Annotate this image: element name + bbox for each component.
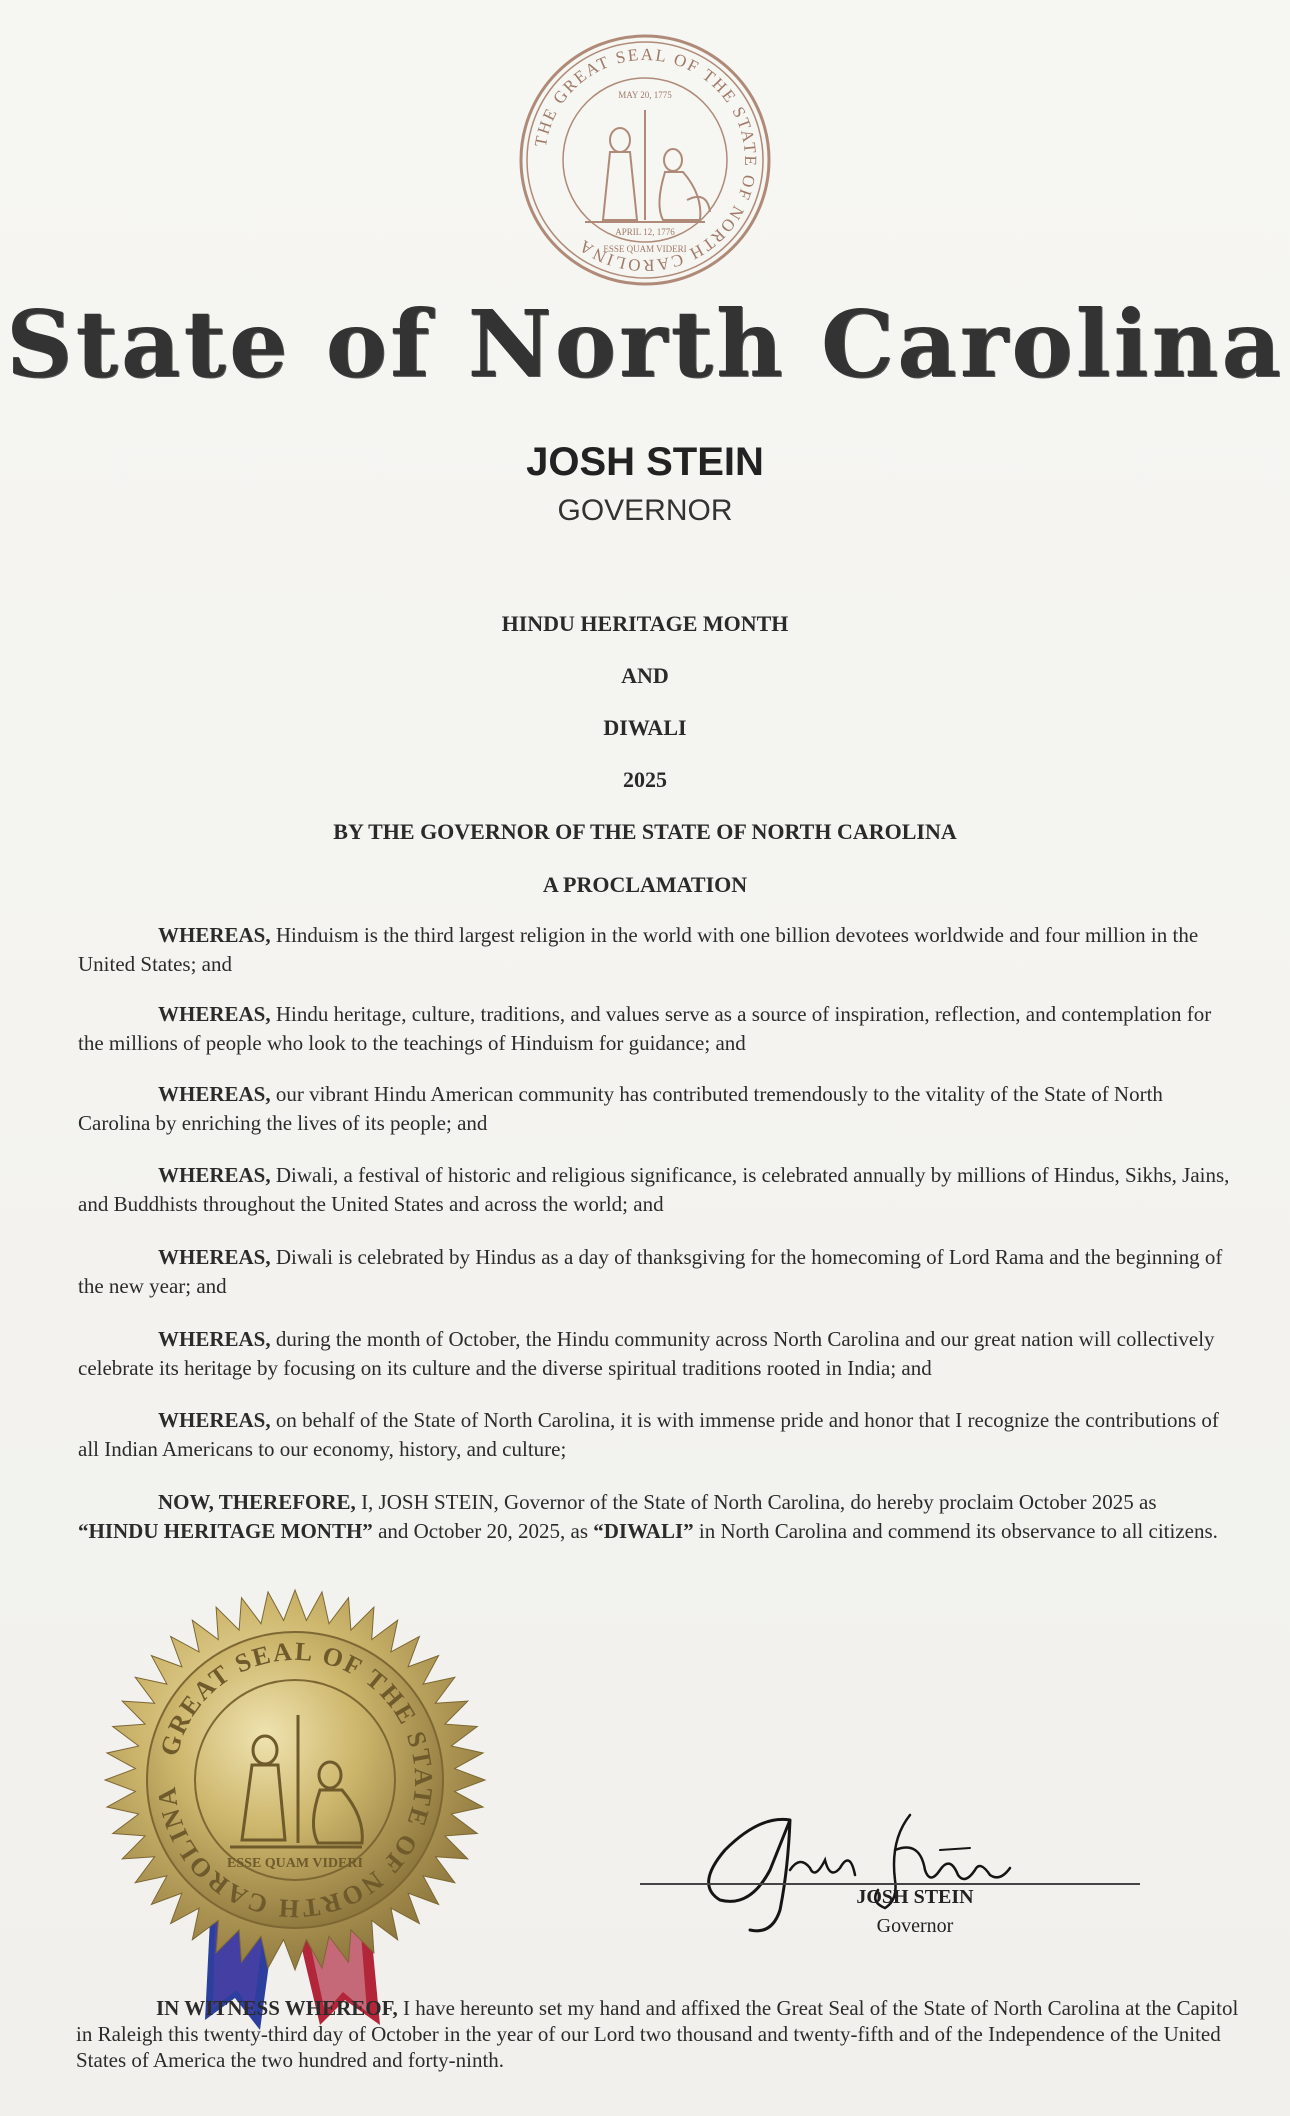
whereas-paragraph: WHEREAS, on behalf of the State of North Carolina, it is with immense pride and honor that I recognize the contributions of all Indian Americans to our economy, history, and culture; <box>78 1408 1219 1461</box>
signatory-title: Governor <box>876 1915 954 1937</box>
now-therefore-paragraph: NOW, THEREFORE, I, JOSH STEIN, Governor of the State of North Carolina, do hereby proclaim October 2025 as “HINDU HERITAGE MONTH” and October 20, 2025, as “DIWALI” in North Carolina and commend its observance to all citizens. <box>78 1490 1218 1543</box>
signatory-name: JOSH STEIN <box>856 1886 974 1908</box>
great-seal-emblem <box>515 30 775 290</box>
heading-proclamation: A PROCLAMATION <box>542 872 748 897</box>
gold-embossed-seal <box>100 1585 490 1975</box>
heading-hindu-heritage-month: HINDU HERITAGE MONTH <box>501 611 789 636</box>
governor-name: JOSH STEIN <box>526 440 764 484</box>
heading-year: 2025 <box>623 767 667 792</box>
seal-date-bottom: APRIL 12, 1776 <box>615 227 675 237</box>
in-witness-paragraph: IN WITNESS WHEREOF, I have hereunto set my hand and affixed the Great Seal of the State of North Carolina at the Capitol in Raleigh this twenty-third day of October in the year of our Lord two thousand and twenty-fifth and of the Independence of the United States of America the two hundred and forty-ninth. <box>76 1996 1239 2072</box>
whereas-paragraph: WHEREAS, Diwali is celebrated by Hindus as a day of thanksgiving for the homecoming of Lord Rama and the beginning of the new year; and <box>78 1245 1223 1298</box>
governor-title: GOVERNOR <box>557 494 733 527</box>
whereas-paragraph: WHEREAS, during the month of October, the Hindu community across North Carolina and our great nation will collectively celebrate its heritage by focusing on its culture and the diverse spiritual traditions rooted in India; and <box>78 1327 1215 1380</box>
heading-and: AND <box>621 663 669 688</box>
whereas-paragraph: WHEREAS, Hinduism is the third largest religion in the world with one billion devotees worldwide and four million in the United States; and <box>78 923 1199 976</box>
whereas-paragraph: WHEREAS, Hindu heritage, culture, traditions, and values serve as a source of inspiration, reflection, and contemplation for the millions of people who look to the teachings of Hinduism for guidance; and <box>78 1002 1212 1055</box>
signature-line <box>640 1883 1140 1885</box>
gold-seal-motto: ESSE QUAM VIDERI <box>227 1856 363 1871</box>
seal-date-top: MAY 20, 1775 <box>618 90 672 100</box>
gold-seal-ring-text: GREAT SEAL OF THE STATE OF NORTH CAROLINA <box>151 1636 439 1924</box>
seal-ring-text: THE GREAT SEAL OF THE STATE OF NORTH CAROLINA <box>530 44 761 276</box>
whereas-paragraph: WHEREAS, Diwali, a festival of historic and religious significance, is celebrated annually by millions of Hindus, Sikhs, Jains, and Buddhists throughout the United States and across the world; and <box>78 1163 1230 1216</box>
heading-by-the-governor: BY THE GOVERNOR OF THE STATE OF NORTH CAROLINA <box>333 819 957 844</box>
seal-motto: ESSE QUAM VIDERI <box>603 244 687 254</box>
whereas-paragraph: WHEREAS, our vibrant Hindu American community has contributed tremendously to the vitality of the State of North Carolina by enriching the lives of its people; and <box>78 1082 1163 1135</box>
heading-diwali: DIWALI <box>603 715 687 740</box>
state-title: State of North Carolina <box>6 290 1284 398</box>
